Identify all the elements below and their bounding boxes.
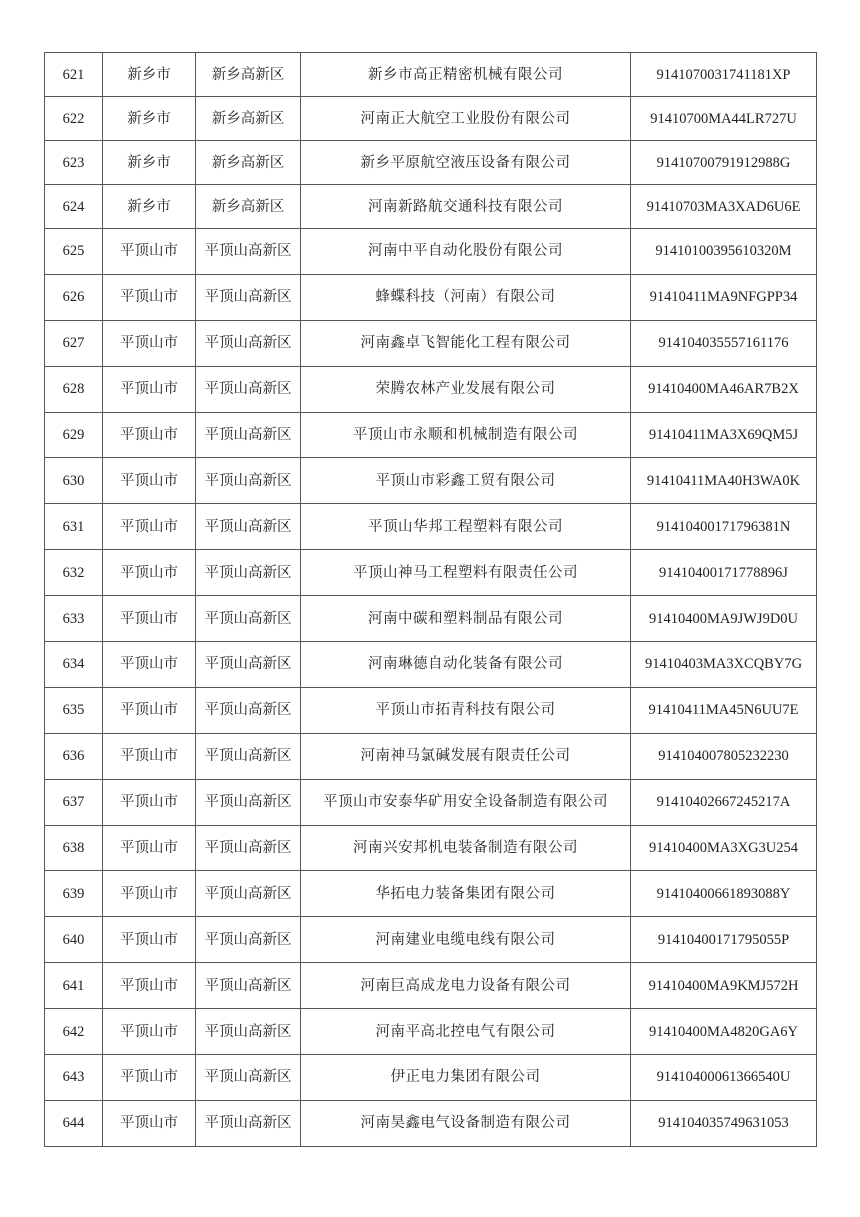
table-row: [45, 53, 817, 97]
row-number-cell: 637: [45, 779, 103, 825]
city-cell: 平顶山市: [103, 871, 196, 917]
credit-code-cell: 91410400MA46AR7B2X: [631, 366, 817, 412]
row-number-cell: 636: [45, 733, 103, 779]
city-cell: 平顶山市: [103, 550, 196, 596]
row-number-cell: 634: [45, 642, 103, 688]
credit-code-cell: 914104007805232230: [631, 733, 817, 779]
zone-cell: 平顶山高新区: [196, 229, 301, 275]
table-row: [45, 412, 817, 458]
zone-cell: 平顶山高新区: [196, 412, 301, 458]
city-cell: 平顶山市: [103, 779, 196, 825]
city-cell: 平顶山市: [103, 963, 196, 1009]
company-name-cell: 平顶山市彩鑫工贸有限公司: [301, 458, 631, 504]
credit-code-cell: 91410400171795055P: [631, 917, 817, 963]
row-number-cell: 629: [45, 412, 103, 458]
credit-code-cell: 91410700MA44LR727U: [631, 97, 817, 141]
table-row: [45, 687, 817, 733]
city-cell: 新乡市: [103, 141, 196, 185]
credit-code-cell: 914104035557161176: [631, 320, 817, 366]
credit-code-cell: 91410400MA3XG3U254: [631, 825, 817, 871]
row-number-cell: 627: [45, 320, 103, 366]
zone-cell: 平顶山高新区: [196, 596, 301, 642]
table-row: [45, 917, 817, 963]
credit-code-cell: 914104035749631053: [631, 1100, 817, 1146]
company-name-cell: 河南琳德自动化装备有限公司: [301, 642, 631, 688]
zone-cell: 平顶山高新区: [196, 458, 301, 504]
table-row: [45, 141, 817, 185]
city-cell: 平顶山市: [103, 642, 196, 688]
credit-code-cell: 9141070031741181XP: [631, 53, 817, 97]
credit-code-cell: 91410411MA3X69QM5J: [631, 412, 817, 458]
company-name-cell: 河南巨高成龙电力设备有限公司: [301, 963, 631, 1009]
company-name-cell: 河南鑫卓飞智能化工程有限公司: [301, 320, 631, 366]
zone-cell: 平顶山高新区: [196, 825, 301, 871]
table-row: [45, 504, 817, 550]
credit-code-cell: 91410400MA9KMJ572H: [631, 963, 817, 1009]
table-row: [45, 779, 817, 825]
credit-code-cell: 91410100395610320M: [631, 229, 817, 275]
zone-cell: 平顶山高新区: [196, 779, 301, 825]
row-number-cell: 632: [45, 550, 103, 596]
table-row: [45, 1100, 817, 1146]
credit-code-cell: 91410400661893088Y: [631, 871, 817, 917]
zone-cell: 平顶山高新区: [196, 366, 301, 412]
credit-code-cell: 91410400171778896J: [631, 550, 817, 596]
row-number-cell: 625: [45, 229, 103, 275]
city-cell: 平顶山市: [103, 733, 196, 779]
zone-cell: 平顶山高新区: [196, 320, 301, 366]
zone-cell: 平顶山高新区: [196, 504, 301, 550]
credit-code-cell: 91410703MA3XAD6U6E: [631, 185, 817, 229]
city-cell: 平顶山市: [103, 412, 196, 458]
company-name-cell: 河南建业电缆电线有限公司: [301, 917, 631, 963]
table-row: [45, 366, 817, 412]
zone-cell: 平顶山高新区: [196, 963, 301, 1009]
company-name-cell: 河南平高北控电气有限公司: [301, 1009, 631, 1055]
city-cell: 新乡市: [103, 97, 196, 141]
row-number-cell: 639: [45, 871, 103, 917]
credit-code-cell: 91410411MA45N6UU7E: [631, 687, 817, 733]
company-name-cell: 荣腾农林产业发展有限公司: [301, 366, 631, 412]
zone-cell: 新乡高新区: [196, 185, 301, 229]
row-number-cell: 641: [45, 963, 103, 1009]
zone-cell: 平顶山高新区: [196, 733, 301, 779]
city-cell: 平顶山市: [103, 687, 196, 733]
company-name-cell: 平顶山市安泰华矿用安全设备制造有限公司: [301, 779, 631, 825]
company-name-cell: 河南正大航空工业股份有限公司: [301, 97, 631, 141]
city-cell: 平顶山市: [103, 917, 196, 963]
table-row: [45, 596, 817, 642]
city-cell: 平顶山市: [103, 504, 196, 550]
row-number-cell: 621: [45, 53, 103, 97]
company-name-cell: 华拓电力装备集团有限公司: [301, 871, 631, 917]
company-name-cell: 平顶山华邦工程塑料有限公司: [301, 504, 631, 550]
city-cell: 新乡市: [103, 185, 196, 229]
table-row: [45, 871, 817, 917]
city-cell: 平顶山市: [103, 825, 196, 871]
row-number-cell: 640: [45, 917, 103, 963]
zone-cell: 新乡高新区: [196, 53, 301, 97]
credit-code-cell: 91410400171796381N: [631, 504, 817, 550]
row-number-cell: 643: [45, 1055, 103, 1101]
row-number-cell: 630: [45, 458, 103, 504]
city-cell: 平顶山市: [103, 274, 196, 320]
row-number-cell: 633: [45, 596, 103, 642]
company-name-cell: 河南昊鑫电气设备制造有限公司: [301, 1100, 631, 1146]
city-cell: 平顶山市: [103, 229, 196, 275]
table-row: [45, 825, 817, 871]
table-row: [45, 320, 817, 366]
zone-cell: 平顶山高新区: [196, 917, 301, 963]
company-name-cell: 平顶山市永顺和机械制造有限公司: [301, 412, 631, 458]
row-number-cell: 642: [45, 1009, 103, 1055]
row-number-cell: 631: [45, 504, 103, 550]
row-number-cell: 624: [45, 185, 103, 229]
table-row: [45, 97, 817, 141]
company-name-cell: 蜂蝶科技（河南）有限公司: [301, 274, 631, 320]
credit-code-cell: 91410700791912988G: [631, 141, 817, 185]
table-row: [45, 1055, 817, 1101]
zone-cell: 平顶山高新区: [196, 1100, 301, 1146]
company-name-cell: 河南中平自动化股份有限公司: [301, 229, 631, 275]
city-cell: 平顶山市: [103, 596, 196, 642]
credit-code-cell: 91410403MA3XCQBY7G: [631, 642, 817, 688]
table-row: [45, 963, 817, 1009]
enterprise-list-table: [44, 52, 817, 1147]
row-number-cell: 644: [45, 1100, 103, 1146]
credit-code-cell: 91410411MA40H3WA0K: [631, 458, 817, 504]
city-cell: 平顶山市: [103, 1100, 196, 1146]
row-number-cell: 628: [45, 366, 103, 412]
company-name-cell: 新乡平原航空液压设备有限公司: [301, 141, 631, 185]
credit-code-cell: 91410402667245217A: [631, 779, 817, 825]
table-row: [45, 458, 817, 504]
city-cell: 平顶山市: [103, 1055, 196, 1101]
company-name-cell: 平顶山神马工程塑料有限责任公司: [301, 550, 631, 596]
table-row: [45, 642, 817, 688]
city-cell: 平顶山市: [103, 366, 196, 412]
city-cell: 新乡市: [103, 53, 196, 97]
zone-cell: 平顶山高新区: [196, 274, 301, 320]
credit-code-cell: 91410411MA9NFGPP34: [631, 274, 817, 320]
row-number-cell: 635: [45, 687, 103, 733]
company-name-cell: 平顶山市拓青科技有限公司: [301, 687, 631, 733]
row-number-cell: 626: [45, 274, 103, 320]
credit-code-cell: 91410400061366540U: [631, 1055, 817, 1101]
zone-cell: 平顶山高新区: [196, 1009, 301, 1055]
credit-code-cell: 91410400MA9JWJ9D0U: [631, 596, 817, 642]
zone-cell: 平顶山高新区: [196, 687, 301, 733]
table-body: [45, 53, 817, 1147]
city-cell: 平顶山市: [103, 320, 196, 366]
row-number-cell: 623: [45, 141, 103, 185]
zone-cell: 新乡高新区: [196, 97, 301, 141]
city-cell: 平顶山市: [103, 1009, 196, 1055]
company-name-cell: 河南新路航交通科技有限公司: [301, 185, 631, 229]
city-cell: 平顶山市: [103, 458, 196, 504]
company-name-cell: 河南兴安邦机电装备制造有限公司: [301, 825, 631, 871]
company-name-cell: 河南中碳和塑料制品有限公司: [301, 596, 631, 642]
row-number-cell: 638: [45, 825, 103, 871]
company-name-cell: 河南神马氯碱发展有限责任公司: [301, 733, 631, 779]
table-row: [45, 229, 817, 275]
company-name-cell: 新乡市高正精密机械有限公司: [301, 53, 631, 97]
credit-code-cell: 91410400MA4820GA6Y: [631, 1009, 817, 1055]
row-number-cell: 622: [45, 97, 103, 141]
table-row: [45, 733, 817, 779]
table-row: [45, 185, 817, 229]
table-row: [45, 274, 817, 320]
zone-cell: 平顶山高新区: [196, 871, 301, 917]
company-name-cell: 伊正电力集团有限公司: [301, 1055, 631, 1101]
zone-cell: 平顶山高新区: [196, 642, 301, 688]
table-row: [45, 1009, 817, 1055]
zone-cell: 平顶山高新区: [196, 1055, 301, 1101]
table-row: [45, 550, 817, 596]
zone-cell: 新乡高新区: [196, 141, 301, 185]
zone-cell: 平顶山高新区: [196, 550, 301, 596]
